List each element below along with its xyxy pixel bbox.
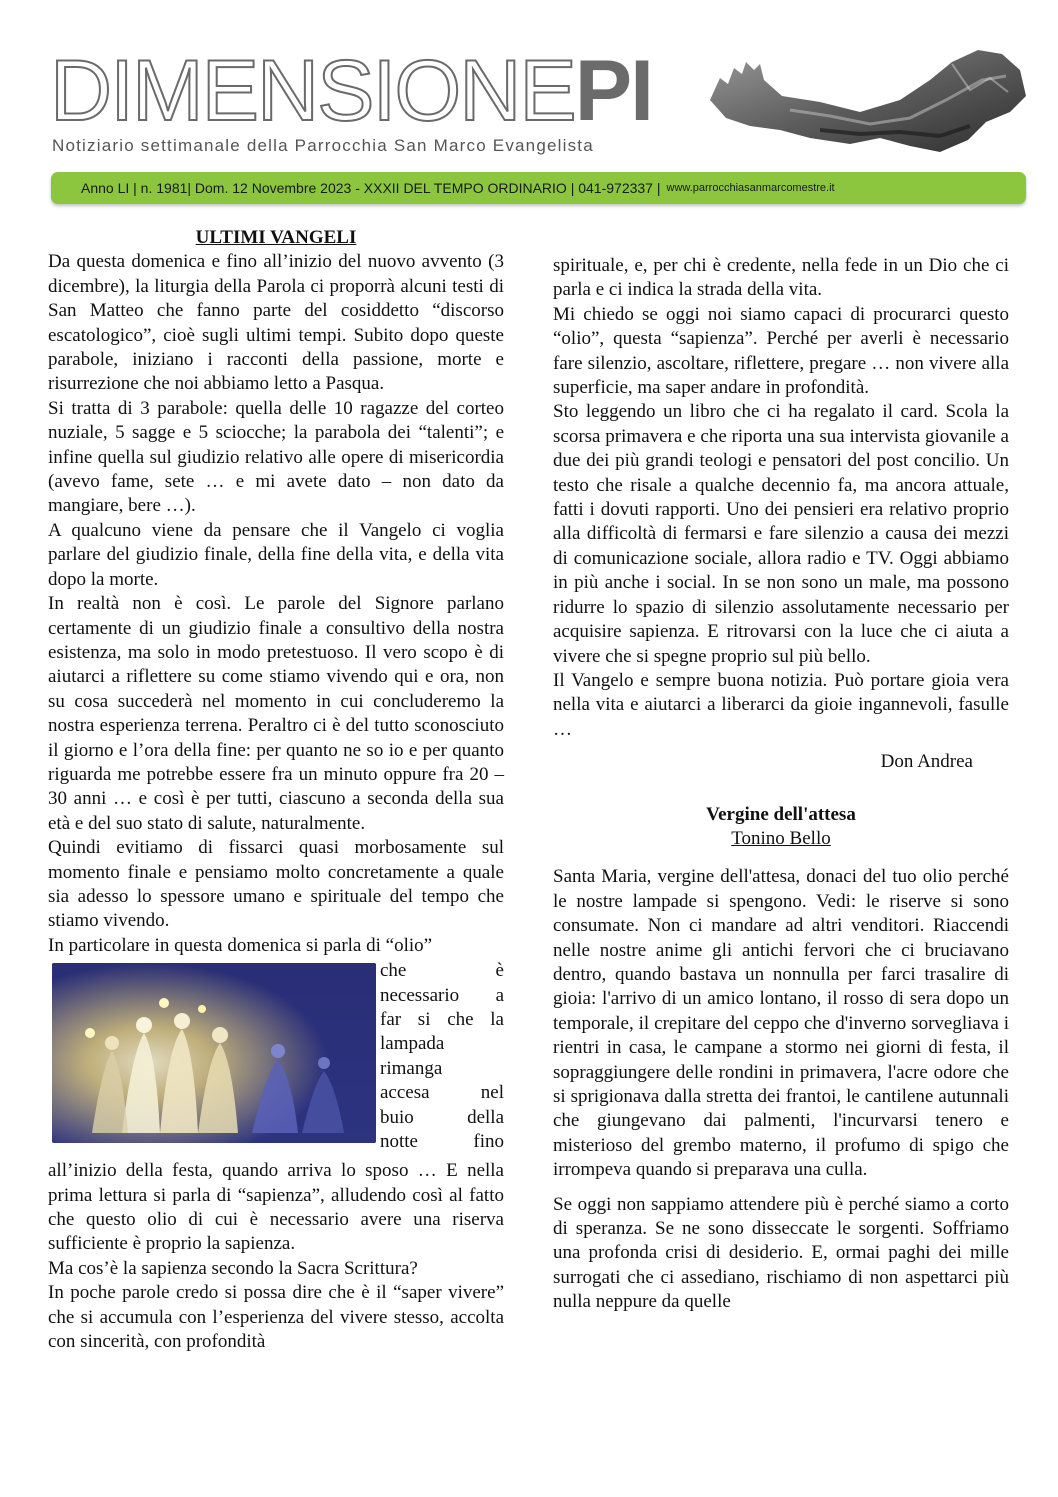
wrapped-line: lampada (380, 1033, 445, 1055)
poem-paragraph: Se oggi non sappiamo attendere più è perché siamo a corto di speranza. Se ne sono disseccate le sorgenti. Soffriamo una profonda crisi di desiderio. E, ormai paghi dei mille surrogati che ci assediano, rischiamo di non aspettarci più nulla neppure da quelle (553, 1193, 1009, 1313)
poem-title: Vergine dell'attesa (706, 803, 856, 825)
article-paragraph: In particolare in questa domenica si parla di “olio” (48, 934, 433, 956)
issue-info-text: Anno LI | n. 1981| Dom. 12 Novembre 2023 - XXXII DEL TEMPO ORDINARIO | 041-972337 | (81, 180, 661, 196)
wrapped-line: rimanga (380, 1057, 443, 1079)
article-paragraph: all’inizio della festa, quando arriva lo sposo … E nella prima lettura si parla di “sapienza”, alludendo così al fatto che questo olio di cui è necessario avere una riserva sufficiente è proprio la sapienza. (48, 1160, 504, 1255)
article-paragraph: A qualcuno viene da pensare che il Vangelo ci voglia parlare del giudizio finale, della fine della vita, e della vita dopo la morte. (48, 519, 504, 590)
author-signature: Don Andrea (880, 751, 973, 773)
wrapped-line: notte fino (380, 1131, 504, 1153)
issue-info-bar (51, 172, 1026, 204)
wrapped-line: accesa nel (380, 1082, 504, 1104)
article-paragraph: Mi chiedo se oggi noi siamo capaci di procurarci questo “olio”, questa “sapienza”. Perché per averli è necessario fare silenzio, ascoltare, riflettere, pregare … non vivere alla superficie, ma saper andare in profondità. (553, 303, 1009, 399)
poem-paragraph: Santa Maria, vergine dell'attesa, donaci del tuo olio perché le nostre lampade si spengono. Vedi: le riserve si sono consumate. Non ci mandare ad altri venditori. Riaccendi nelle nostre anime gli antichi fervori che ci bruciavano dentro, quando bastava un nonnulla per farci trasalire di gioia: l'arrivo di un amico lontano, il rosso di sera dopo un temporale, il crepitare del ceppo che d'inverno sorvegliava i rientri in casa, le campane a stormo nei giorni di festa, il sopraggiungere delle rondini in primavera, l'acre odore che si sprigionava dalla stretta dei frantoi, le cantilene autunnali che giungevano dai palmenti, l'incurvarsi tenero e misterioso del grembo materno, il profumo di spigo che irrompeva quando si preparava una culla. (553, 866, 1009, 1181)
parish-website-link[interactable]: www.parrocchiasanmarcomestre.it (666, 182, 835, 194)
ten-virgins-painting (52, 963, 376, 1143)
wrapped-line: che è (380, 960, 504, 982)
article-paragraph: Da questa domenica e fino all’inizio del nuovo avvento (3 dicembre), la liturgia della Parola ci proporrà alcuni testi di San Matteo che fanno parte del cosiddetto “discorso escatologico”, cioè sugli ultimi tempi. Subito dopo queste parabole, iniziano i racconti della passione, morte e risurrezione che noi abbiamo letto a Pasqua. (48, 251, 504, 395)
article-column-right (553, 254, 1009, 1315)
figure-with-text (48, 959, 504, 1159)
article-paragraph: Sto leggendo un libro che ci ha regalato il card. Scola la scorsa primavera e che riporta una sua intervista giovanile a due dei più grandi teologi e pensatori del post concilio. Un testo che risale a qualche decennio fa, ma ancora attuale, fatti i dovuti rapporti. Uno dei pensieri era relativo proprio alla difficoltà di fermarsi e fare silenzio a causa dei mezzi di comunicazione sociale, allora radio e TV. Oggi abbiamo in più anche i social. In se non sono un male, ma possono ridurre lo spazio di silenzio assolutamente necessario per acquisire sapienza. E ritrovarsi con la luce che ci aiuta a vivere che si spegne proprio sul più bello. (553, 401, 1009, 667)
newsletter-title: DIMENSIONEPI (50, 43, 652, 139)
wrapped-line: far si che la (380, 1009, 504, 1030)
masthead (50, 40, 1010, 160)
article-column-left (48, 226, 504, 1354)
article-paragraph: spirituale, e, per chi è credente, nella fede in un Dio che ci parla e ci indica la strada della vita. (553, 255, 1009, 301)
article-paragraph: Ma cos’è la sapienza secondo la Sacra Scrittura? (48, 1257, 418, 1279)
poem-author: Tonino Bello (731, 827, 831, 849)
article-paragraph: Quindi evitiamo di fissarci quasi morbosamente sul momento finale e pensiamo molto concretamente a quale sia adesso lo spessore umano e spirituale del tempo che stiamo vivendo. (48, 837, 504, 932)
newsletter-subtitle: Notiziario settimanale della Parrocchia San Marco Evangelista (52, 136, 594, 155)
article-paragraph: Si tratta di 3 parabole: quella delle 10 ragazze del corteo nuziale, 5 sagge e 5 sciocche; la parabola dei “talenti”; e infine quella sul giudizio relativo alle opere di misericordia (avevo fame, sete … e mi avete dato – non dato da mangiare, bere …). (48, 397, 504, 517)
wrapped-text-lines (380, 959, 504, 1154)
wrapped-line: buio della (380, 1106, 504, 1128)
article-title: ULTIMI VANGELI (195, 227, 357, 248)
article-paragraph: In realtà non è così. Le parole del Signore parlano certamente di un giudizio finale a consultivo della nostra esistenza, ma solo in modo pretestuoso. Il vero scopo è di aiutarci a riflettere su come stiamo vivendo qui e ora, non su cosa succederà nel momento in cui concluderemo la nostra esperienza terrena. Peraltro ci è del tutto sconosciuto il giorno e l’ora della fine: per quanto ne so io e per quanto riguarda me potrebbe essere fra un minuto oppure fra 20 – 30 anni … e così è per tutti, ciascuno a seconda della sua età e del suo stato di salute, naturalmente. (48, 593, 504, 834)
wrapped-line: necessario a (380, 984, 504, 1006)
article-paragraph: In poche parole credo si possa dire che è il “saper vivere” che si accumula con l’esperienza del vivere stesso, accolta con sincerità, con profondità (48, 1282, 504, 1353)
bronze-sculpture-image (690, 40, 1030, 158)
article-paragraph: Il Vangelo e sempre buona notizia. Può portare gioia vera nella vita e aiutarci a liberarci da gioie ingannevoli, fasulle … (553, 669, 1009, 740)
